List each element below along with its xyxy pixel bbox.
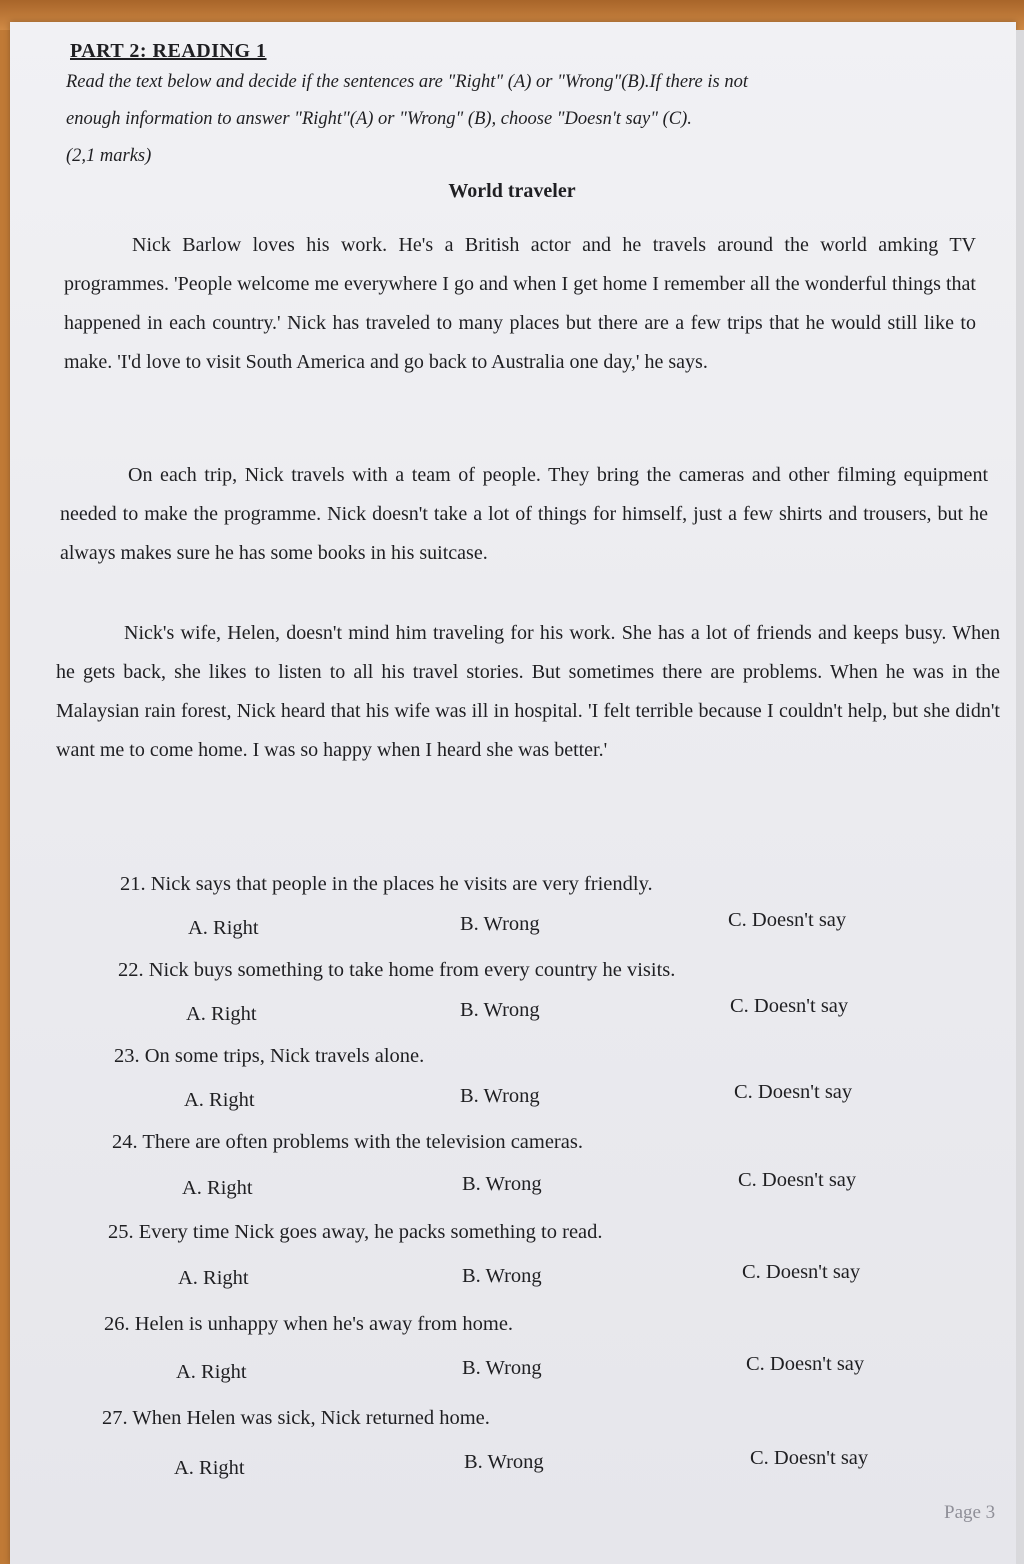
option-a[interactable]: A. Right — [186, 1003, 257, 1025]
option-c[interactable]: C. Doesn't say — [742, 1261, 861, 1283]
question-26: 26. Helen is unhappy when he's away from home. — [104, 1313, 514, 1335]
question-25: 25. Every time Nick goes away, he packs something to read. — [108, 1221, 603, 1243]
option-b[interactable]: B. Wrong — [460, 999, 540, 1021]
option-b[interactable]: B. Wrong — [460, 913, 540, 935]
part-title: PART 2: READING 1 — [70, 40, 267, 62]
question-24: 24. There are often problems with the television cameras. — [112, 1131, 583, 1153]
paragraph-text: Nick's wife, Helen, doesn't mind him traveling for his work. She has a lot of friends and keeps busy. When he gets back, she likes to listen to all his travel stories. But sometimes there are problems. When he was in the Malaysian rain forest, Nick heard that his wife was ill in hospital. 'I felt terrible because I couldn't help, but she didn't want me to come home. I was so happy when I heard she was better.' — [56, 622, 1000, 761]
option-b[interactable]: B. Wrong — [460, 1085, 540, 1107]
option-b[interactable]: B. Wrong — [464, 1451, 544, 1473]
paragraph-text: On each trip, Nick travels with a team of people. They bring the cameras and other filming equipment needed to make the programme. Nick doesn't take a lot of things for himself, just a few shirts and trousers, but he always makes sure he has some books in his suitcase. — [60, 464, 988, 564]
option-a[interactable]: A. Right — [176, 1361, 247, 1383]
page-number: Page 3 — [944, 1502, 996, 1523]
option-c[interactable]: C. Doesn't say — [728, 909, 847, 931]
paragraph-text: Nick Barlow loves his work. He's a British actor and he travels around the world amking TV programmes. 'People welcome me everywhere I go and when I get home I remember all the wonderful things that happened in each country.' Nick has traveled to many places but there are a few trips that he would still like to make. 'I'd love to visit South America and go back to Australia one day,' he says. — [64, 234, 976, 373]
question-21: 21. Nick says that people in the places he visits are very friendly. — [120, 873, 653, 895]
question-22: 22. Nick buys something to take home from every country he visits. — [118, 959, 676, 981]
option-a[interactable]: A. Right — [182, 1177, 253, 1199]
instruction-line: enough information to answer "Right"(A) or "Wrong" (B), choose "Doesn't say" (C). — [66, 109, 692, 129]
option-a[interactable]: A. Right — [188, 917, 259, 939]
option-c[interactable]: C. Doesn't say — [734, 1081, 853, 1103]
story-title: World traveler — [448, 180, 576, 202]
paragraph-3 — [56, 614, 1000, 770]
paper-edge — [1016, 30, 1024, 1564]
question-27: 27. When Helen was sick, Nick returned home. — [102, 1407, 490, 1429]
option-c[interactable]: C. Doesn't say — [730, 995, 849, 1017]
option-a[interactable]: A. Right — [174, 1457, 245, 1479]
option-b[interactable]: B. Wrong — [462, 1265, 542, 1287]
option-b[interactable]: B. Wrong — [462, 1357, 542, 1379]
option-c[interactable]: C. Doesn't say — [750, 1447, 869, 1469]
instruction-marks: (2,1 marks) — [66, 146, 152, 166]
option-a[interactable]: A. Right — [184, 1089, 255, 1111]
instruction-line: Read the text below and decide if the sentences are "Right" (A) or "Wrong"(B).If there is not — [66, 72, 748, 92]
paragraph-1 — [64, 226, 976, 382]
option-c[interactable]: C. Doesn't say — [746, 1353, 865, 1375]
option-c[interactable]: C. Doesn't say — [738, 1169, 857, 1191]
instructions — [66, 64, 966, 175]
option-b[interactable]: B. Wrong — [462, 1173, 542, 1195]
paragraph-2 — [60, 456, 988, 573]
question-23: 23. On some trips, Nick travels alone. — [114, 1045, 425, 1067]
option-a[interactable]: A. Right — [178, 1267, 249, 1289]
